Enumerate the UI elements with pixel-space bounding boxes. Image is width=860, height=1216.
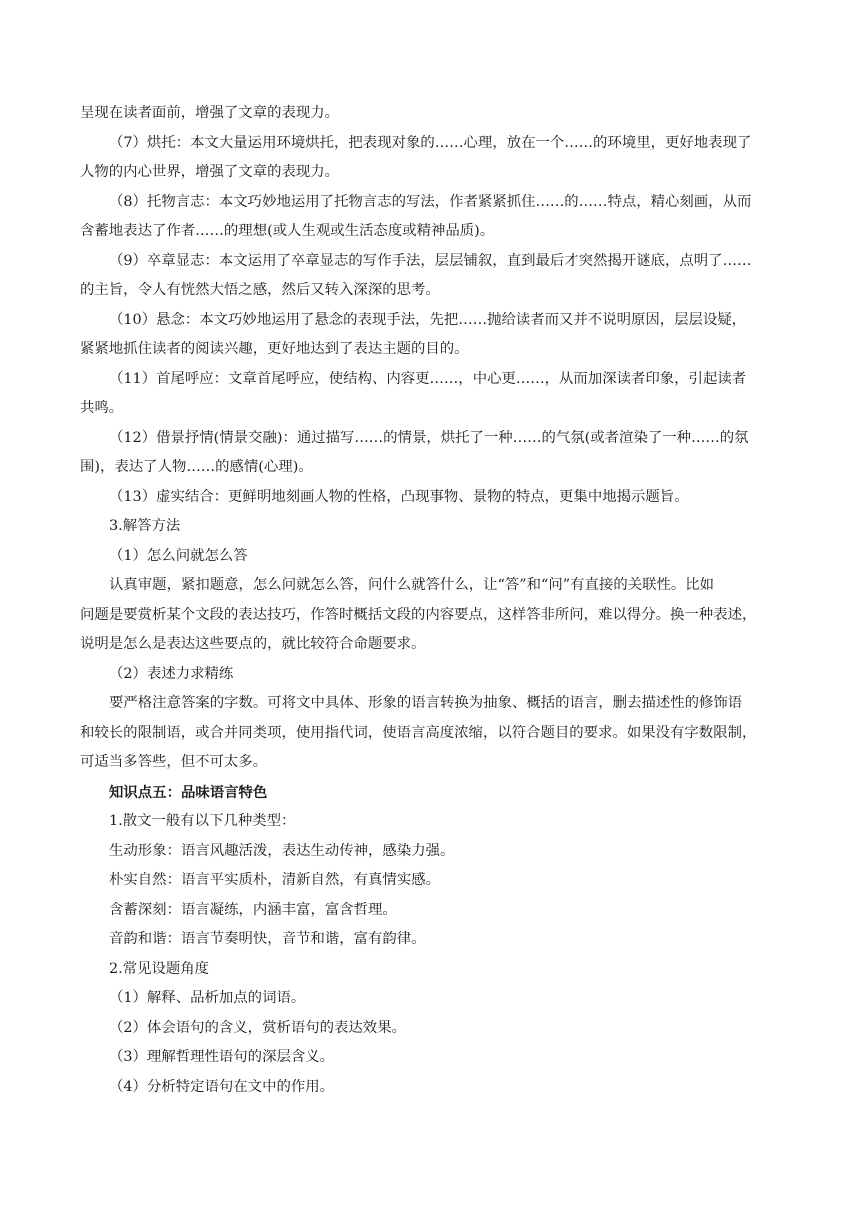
text-line: 紧紧地抓住读者的阅读兴趣，更好地达到了表达主题的目的。 bbox=[80, 341, 469, 357]
text-line: 含蓄地表达了作者……的理想(或人生观或生活态度或精神品质)。 bbox=[80, 223, 495, 239]
text-line: 生动形象：语言风趣活泼，表达生动传神，感染力强。 bbox=[109, 842, 455, 859]
text-line: （2）体会语句的含义，赏析语句的表达效果。 bbox=[109, 1019, 406, 1036]
text-line: 问题是要赏析某个文段的表达技巧，作答时概括文段的内容要点，这样答非所问，难以得分。换一种表述， bbox=[80, 606, 757, 623]
text-line: 1.散文一般有以下几种类型： bbox=[109, 813, 296, 829]
text-line: 含蓄深刻：语言凝练，内涵丰富，富含哲理。 bbox=[109, 901, 397, 918]
text-line: 和较长的限制语，或合并同类项，使用指代词，使语言高度浓缩，以符合题目的要求。如果没有字数限制， bbox=[80, 724, 757, 741]
text-line: （11）首尾呼应：文章首尾呼应，使结构、内容更……，中心更……，从而加深读者印象，引起读者 bbox=[109, 370, 747, 387]
text-line: 呈现在读者面前，增强了文章的表现力。 bbox=[80, 105, 340, 121]
document-body bbox=[80, 99, 784, 1102]
text-line: 朴实自然：语言平实质朴，清新自然，有真情实感。 bbox=[109, 872, 440, 888]
section-heading: 知识点五：品味语言特色 bbox=[109, 783, 268, 801]
text-line: （8）托物言志：本文巧妙地运用了托物言志的写法，作者紧紧抓住……的……特点，精心刻画，从而 bbox=[109, 193, 752, 210]
text-line: （12）借景抒情(情景交融)：通过描写……的情景，烘托了一种……的气氛(或者渲染了一种……的氛 bbox=[109, 429, 749, 446]
text-line: 说明是怎么是表达这些要点的，就比较符合命题要求。 bbox=[80, 636, 426, 652]
text-line: 可适当多答些，但不可太多。 bbox=[80, 754, 268, 770]
text-line: （9）卒章显志：本文运用了卒章显志的写作手法，层层铺叙，直到最后才突然揭开谜底，点明了…… bbox=[109, 252, 752, 269]
text-line: （13）虚实结合：更鲜明地刻画人物的性格，凸现事物、景物的特点，更集中地揭示题旨。 bbox=[109, 488, 689, 505]
text-line: （4）分析特定语句在文中的作用。 bbox=[109, 1078, 335, 1095]
text-line: 音韵和谐：语言节奏明快，音节和谐，富有韵律。 bbox=[109, 931, 426, 947]
text-line: （1）解释、品析加点的词语。 bbox=[109, 990, 306, 1006]
text-line: （7）烘托：本文大量运用环境烘托，把表现对象的……心理，放在一个……的环境里，更好地表现了 bbox=[109, 134, 752, 151]
text-line: 共鸣。 bbox=[80, 400, 124, 416]
text-line: 的主旨，令人有恍然大悟之感，然后又转入深深的思考。 bbox=[80, 282, 440, 298]
text-line: （2）表述力求精练 bbox=[109, 665, 234, 682]
text-line: 2.常见设题角度 bbox=[109, 960, 210, 977]
text-line: 人物的内心世界，增强了文章的表现力。 bbox=[80, 164, 340, 180]
text-line: （10）悬念：本文巧妙地运用了悬念的表现手法，先把……抛给读者而又并不说明原因，层层设疑， bbox=[109, 311, 747, 328]
text-line: 认真审题，紧扣题意，怎么问就怎么答，问什么就答什么，让“答”和“问”有直接的关联性。比如 bbox=[109, 577, 715, 593]
text-line: 3.解答方法 bbox=[109, 518, 181, 534]
text-line: 要严格注意答案的字数。可将文中具体、形象的语言转换为抽象、概括的语言，删去描述性的修饰语 bbox=[109, 695, 743, 711]
text-line: （1）怎么问就怎么答 bbox=[109, 547, 248, 564]
text-line: （3）理解哲理性语句的深层含义。 bbox=[109, 1049, 335, 1065]
text-line: 围)，表达了人物……的感情(心理)。 bbox=[80, 459, 313, 475]
